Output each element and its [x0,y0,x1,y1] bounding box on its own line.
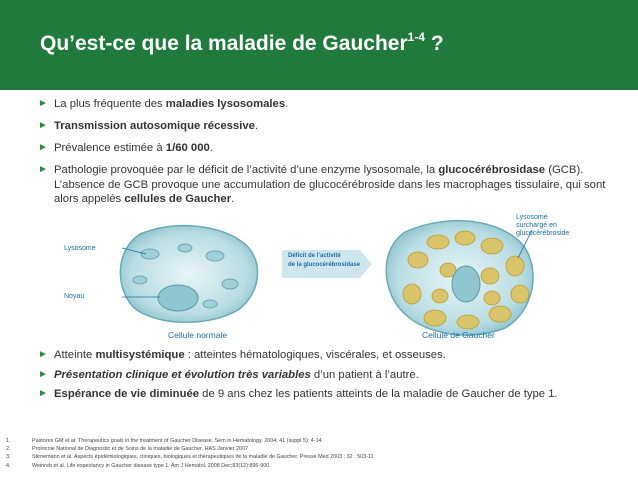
reference-item: 2. Protocole National de Diagnostic et de Soins de la maladie de Gaucher. HAS Janvier 2007 [6,446,249,453]
title-superscript: 1-4 [407,30,425,44]
bullet-arrow-icon: ► [38,142,48,154]
reference-item: 4. Weinreb et al. Life expectancy in Gaucher disease type 1. Am J Hematol. 2008 Dec;83(12):896-900. [6,462,271,469]
bullet-arrow-icon: ► [38,98,48,109]
label-lysosome: Lysosome [64,245,96,252]
bullet-item: ► La plus fréquente des maladies lysosomales. [38,98,289,110]
bullet-item: ► Transmission autosomique récessive. [38,120,259,133]
arrow-text-2: de la glucocérébrosidase [288,262,361,268]
bullet-arrow-icon: ► [38,120,48,132]
label-lysosome-surcharge-3: glucocérébroside [516,230,570,237]
normal-nucleus [158,285,198,311]
bullet-arrow-icon: ► [38,164,48,176]
bullet-item: ► Pathologie provoquée par le déficit de l’activité d’une enzyme lysosomale, la glucocérébrosidase (GCB). L’absence de GCB provoque une accumulation de glucocérébroside dans les macrophages tissulaire, qui sont alors appelés cellules de Gaucher. [38,164,606,206]
label-lysosome-surcharge-2: surchargé en [516,222,557,229]
cell-diagram [60,214,600,342]
slide-title: Qu’est-ce que la maladie de Gaucher$^{1-4}$ ? [40,30,444,55]
bullet-arrow-icon: ► [38,368,48,380]
references [6,437,626,470]
bullet-arrow-icon: ► [38,388,48,400]
label-cellule-gaucher: Cellule de Gaucher [422,330,495,340]
gaucher-nucleus [452,266,480,302]
label-cellule-normale: Cellule normale [168,330,228,340]
label-lysosome-surcharge-1: Lysosome [516,214,548,221]
bullet-item: ► Prévalence estimée à 1/60 000. [38,142,213,155]
bullet-item: ► Atteinte multisystémique : atteintes hématologiques, viscérales, et osseuses. [38,349,446,361]
bullet-list-bottom [36,348,636,407]
reference-item: 1. Pastores GM et al. Therapeutics goals in the treatment of Gaucher Disease. Sem in Hematology. 2004; 41 (suppl 5): 4-14. [6,438,324,444]
arrow-text-1: Déficit de l’activité [288,253,341,259]
label-noyau: Noyau [64,293,85,300]
bullet-arrow-icon: ► [38,349,48,360]
bullet-item: ► Présentation clinique et évolution très variables d’un patient à l’autre. [38,368,419,381]
bullet-item: ► Espérance de vie diminuée de 9 ans chez les patients atteints de la maladie de Gaucher de type 1. [38,388,558,401]
bullet-list-top [36,97,626,215]
reference-item: 3. Stirnemann et al. Aspects épidémiologiques, cliniques, biologiques et thérapeutiques de la maladie de Gaucher. Presse Med 2003 ; 32 : 503-11 [6,454,374,461]
